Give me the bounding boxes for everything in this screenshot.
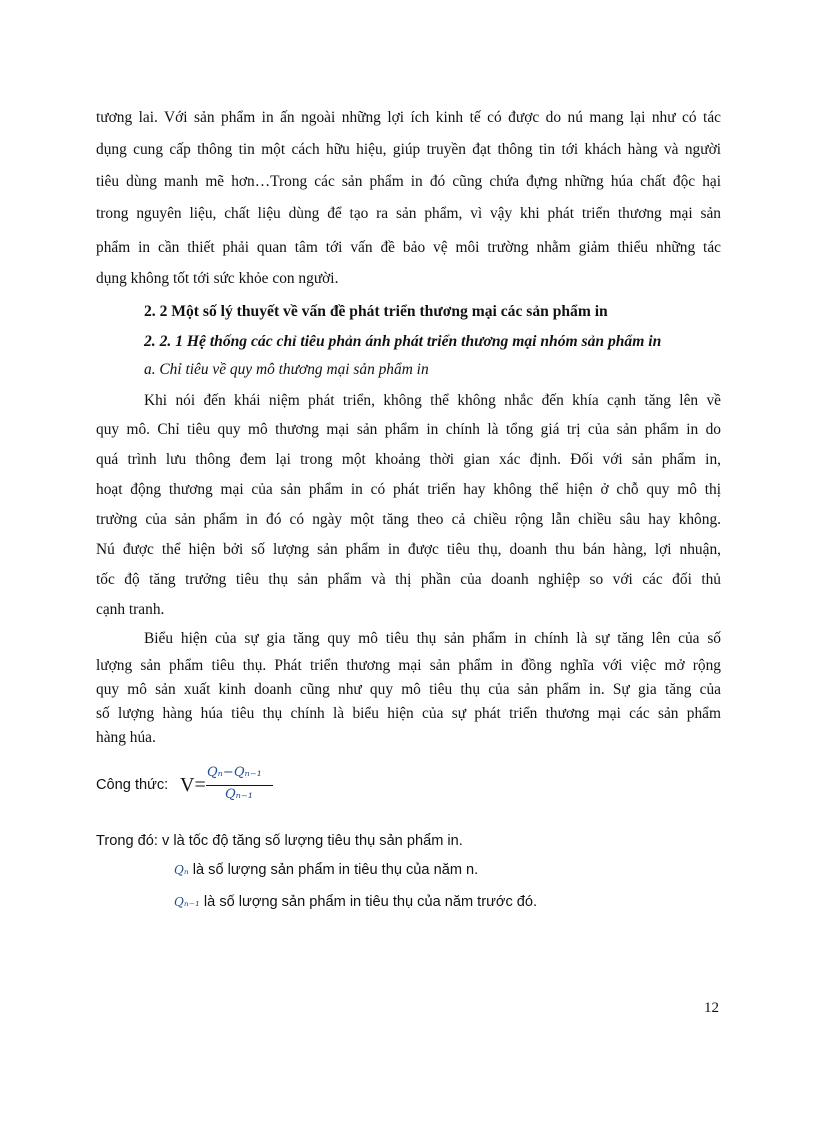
- definition-qn-1: [174, 892, 537, 912]
- text-line: hoạt động thương mại của sản phẩm in có phát triển hay không thể hiện ở chỗ quy mô thị: [96, 481, 721, 498]
- qn-1-text: là số lượng sản phẩm in tiêu thụ của năm trước đó.: [203, 894, 538, 910]
- qn-symbol: Qₙ: [174, 863, 189, 877]
- section-heading-2-2: 2. 2 Một số lý thuyết về vấn đề phát triển thương mại các sản phẩm in: [144, 303, 608, 320]
- text-line: số lượng hàng húa tiêu thụ chính là biểu hiện của sự phát triển thương mại các sản phẩm: [96, 705, 721, 722]
- qn-text: là số lượng sản phẩm in tiêu thụ của năm n.: [192, 862, 479, 878]
- text-line: tương lai. Với sản phẩm in ấn ngoài những lợi ích kinh tế có được do nú mang lại như có tác: [96, 109, 721, 126]
- definition-qn: [174, 860, 478, 880]
- text-line: lượng sản phẩm tiêu thụ. Phát triển thương mại sản phẩm in đồng nghĩa với việc mở rộng: [96, 657, 721, 674]
- text-line: cạnh tranh.: [96, 601, 165, 618]
- formula-denominator: Qₙ₋₁: [225, 787, 253, 802]
- text-line: dụng không tốt tới sức khỏe con người.: [96, 270, 339, 287]
- text-line: hàng húa.: [96, 729, 156, 746]
- formula-lhs: V=: [180, 774, 206, 796]
- subsection-heading-a: a. Chỉ tiêu về quy mô thương mại sản phẩm in: [144, 361, 429, 378]
- definition-intro: Trong đó: v là tốc độ tăng số lượng tiêu thụ sản phẩm in.: [96, 833, 463, 849]
- text-line: Nú được thể hiện bởi số lượng sản phẩm in được tiêu thụ, doanh thu bán hàng, lợi nhuận,: [96, 541, 721, 558]
- text-line: tiêu dùng manh mẽ hơn…Trong các sản phẩm in đó cũng chứa đựng những húa chất độc hại: [96, 173, 721, 190]
- text-line: Biểu hiện của sự gia tăng quy mô tiêu thụ sản phẩm in chính là sự tăng lên của số: [144, 630, 721, 647]
- text-line: tốc độ tăng trưởng tiêu thụ sản phẩm và thị phần của doanh nghiệp so với các đối thủ: [96, 571, 721, 588]
- text-line: trường của sản phẩm in đó có ngày một tăng theo cả chiều rộng lẫn chiều sâu hay không.: [96, 511, 721, 528]
- fraction-bar: [206, 785, 273, 786]
- text-line: Khi nói đến khái niệm phát triển, không thể không nhắc đến khía cạnh tăng lên về: [144, 392, 721, 409]
- text-line: quy mô sản xuất kinh doanh cũng như quy mô tiêu thụ của sản phẩm in. Sự gia tăng của: [96, 681, 721, 698]
- qn-1-symbol: Qₙ₋₁: [174, 895, 200, 909]
- text-line: quy mô. Chỉ tiêu quy mô thương mại sản phẩm in chính là tổng giá trị của sản phẩm in do: [96, 421, 721, 438]
- formula-label: Công thức:: [96, 777, 169, 793]
- text-line: quá trình lưu thông đem lại trong một khoảng thời gian xác định. Đối với sản phẩm in,: [96, 451, 721, 468]
- formula-numerator: Qₙ−Qₙ₋₁: [207, 765, 262, 780]
- text-line: trong nguyên liệu, chất liệu dùng để tạo ra sản phẩm, vì vậy khi phát triển thương mại sản: [96, 205, 721, 222]
- page-number: 12: [704, 1000, 719, 1016]
- text-line: dụng cung cấp thông tin một cách hữu hiệu, giúp truyền đạt thông tin tới khách hàng và người: [96, 141, 721, 158]
- text-line: phẩm in cần thiết phải quan tâm tới vấn đề bảo vệ môi trường nhằm giảm thiểu những tác: [96, 239, 721, 256]
- section-heading-2-2-1: 2. 2. 1 Hệ thống các chỉ tiêu phản ánh phát triển thương mại nhóm sản phẩm in: [144, 333, 662, 350]
